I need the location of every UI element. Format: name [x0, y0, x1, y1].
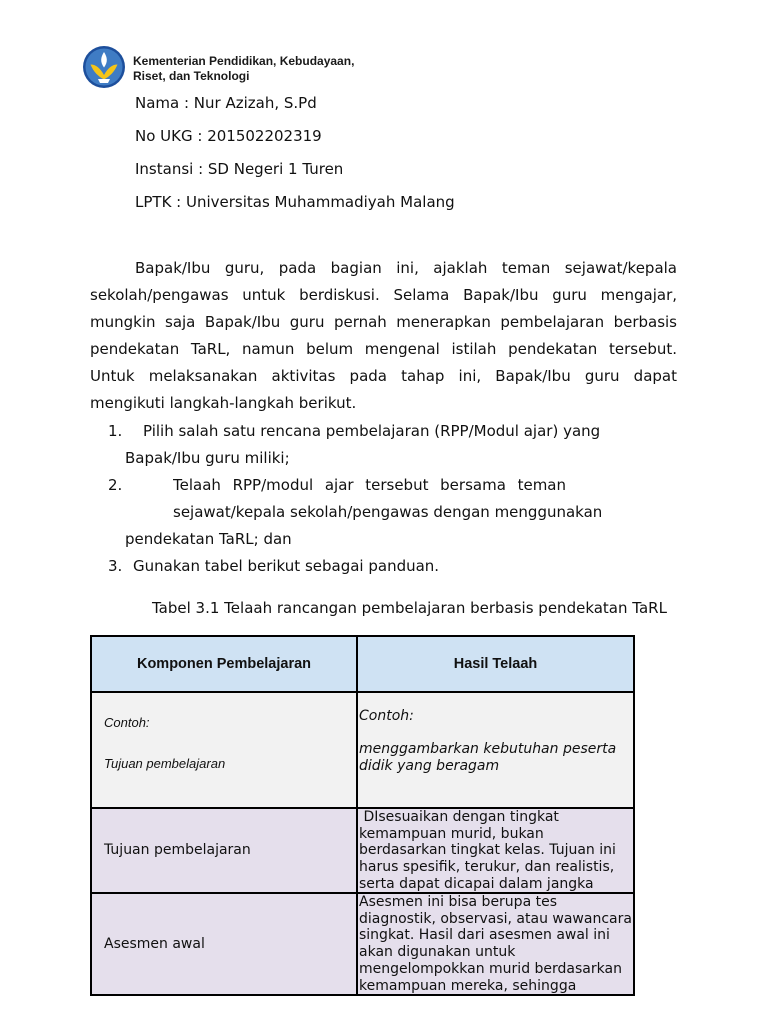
review-table — [90, 635, 635, 996]
step-1-line: Pilih salah satu rencana pembelajaran (RPP/Modul ajar) yang — [143, 422, 601, 440]
example-row-result-cell — [358, 693, 633, 807]
intro-paragraph-line: sekolah/pengawas untuk berdiskusi. Selama Bapak/Ibu guru mengajar, — [90, 286, 677, 304]
tut-wuri-handayani-logo — [82, 45, 126, 89]
table-header-result — [358, 637, 633, 691]
table-header-component — [92, 637, 356, 691]
step-1-number: 1. — [108, 422, 123, 440]
table-row-result-cell: Asesmen ini bisa berupa tes diagnostik, observasi, atau wawancara singkat. Hasil dari asesmen awal ini akan digunakan untuk mengelompokkan murid berdasarkan kemampuan mereka, sehingga — [359, 894, 632, 994]
table-row-component: Tujuan pembelajaran — [104, 842, 251, 858]
example-result-value: menggambarkan kebutuhan peserta didik yang beragam — [359, 741, 617, 774]
intro-paragraph-line: mengikuti langkah-langkah berikut. — [90, 394, 357, 412]
identity-name: Nama : Nur Azizah, S.Pd — [135, 94, 317, 112]
step-3-line: Gunakan tabel berikut sebagai panduan. — [133, 557, 440, 575]
step-2-line: Telaah RPP/modul ajar tersebut bersama teman — [173, 476, 566, 494]
example-component-value: Tujuan pembelajaran — [104, 756, 226, 771]
table-row-component: Asesmen awal — [104, 935, 205, 952]
ministry-name-line-1: Kementerian Pendidikan, Kebudayaan, — [133, 54, 355, 68]
table-header-component-label: Komponen Pembelajaran — [136, 656, 312, 672]
table-row-component-cell — [92, 809, 356, 892]
intro-paragraph-line: mungkin saja Bapak/Ibu guru pernah menerapkan pembelajaran berbasis — [90, 313, 677, 331]
identity-institution: Instansi : SD Negeri 1 Turen — [135, 160, 344, 178]
ministry-name-line-2: Riset, dan Teknologi — [133, 69, 250, 83]
step-2-line: sejawat/kepala sekolah/pengawas dengan menggunakan — [173, 503, 603, 521]
table-row-component-cell — [92, 894, 356, 994]
table-header-result-label: Hasil Telaah — [453, 656, 538, 672]
identity-lptk: LPTK : Universitas Muhammadiyah Malang — [135, 193, 455, 211]
example-label: Contoh: — [104, 715, 150, 730]
identity-ukg: No UKG : 201502202319 — [135, 127, 322, 145]
table-caption: Tabel 3.1 Telaah rancangan pembelajaran berbasis pendekatan TaRL — [152, 599, 667, 617]
intro-paragraph-line: Untuk melaksanakan aktivitas pada tahap ini, Bapak/Ibu guru dapat — [90, 367, 677, 385]
step-3-number: 3. — [108, 557, 123, 575]
example-label: Contoh: — [359, 708, 414, 724]
step-2-line: pendekatan TaRL; dan — [125, 530, 292, 548]
table-row-result-cell: DIsesuaikan dengan tingkat kemampuan murid, bukan berdasarkan tingkat kelas. Tujuan ini harus spesifik, terukur, dan realistis, serta dapat dicapai dalam jangka — [358, 809, 633, 892]
step-1-line: Bapak/Ibu guru miliki; — [125, 449, 290, 467]
intro-paragraph-line: pendekatan TaRL, namun belum mengenal istilah pendekatan tersebut. — [90, 340, 677, 358]
intro-paragraph-line: Bapak/Ibu guru, pada bagian ini, ajaklah teman sejawat/kepala — [135, 259, 677, 277]
example-row-component-cell — [92, 693, 356, 807]
step-2-number: 2. — [108, 476, 123, 494]
